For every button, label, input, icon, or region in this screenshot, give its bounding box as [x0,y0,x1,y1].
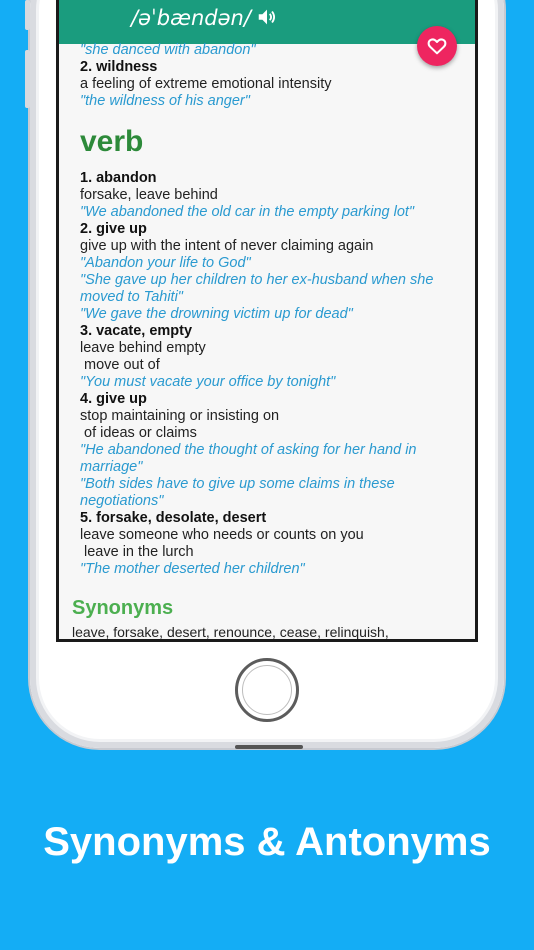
promo-caption: Synonyms & Antonyms [43,820,491,864]
sense-definition: a feeling of extreme emotional intensity [80,76,332,92]
sense-definition: stop maintaining or insisting on [80,408,280,424]
phone-bottom-edge [235,745,303,749]
sense-definition: give up with the intent of never claiming again [80,238,374,254]
favorite-button[interactable] [417,26,457,66]
synonyms-list[interactable]: leave, forsake, desert, renounce, cease, relinquish, [72,624,389,640]
sense-definition: forsake, leave behind [80,187,218,203]
app-screen [56,0,478,642]
example-text: "We abandoned the old car in the empty parking lot" [80,204,415,220]
phone-volume-button [25,0,30,30]
sense-title: 4. give up [80,391,147,407]
app-bar [59,0,475,44]
heart-outline-icon [426,35,448,57]
example-text: "Both sides have to give up some claims in these negotiations" [80,476,395,509]
example-text: "Abandon your life to God" [80,255,251,271]
sense-definition: move out of [84,357,160,373]
sense-title: 5. forsake, desolate, desert [80,510,267,526]
sense-definition: of ideas or claims [84,425,197,441]
example-text: "We gave the drowning victim up for dead" [80,306,353,322]
pronunciation-text: /əˈbændən/ [131,6,251,30]
example-text: "The mother deserted her children" [80,561,305,577]
sense-title: 3. vacate, empty [80,323,193,339]
definition-content [80,42,461,578]
synonyms-heading: Synonyms [72,597,174,619]
example-text: "He abandoned the thought of asking for her hand in marriage" [80,442,417,475]
home-button[interactable] [235,658,299,722]
example-text: "the wildness of his anger" [80,93,250,109]
sense-title: 2. wildness [80,59,158,75]
sense-definition: leave behind empty [80,340,206,356]
example-text: "You must vacate your office by tonight" [80,374,336,390]
sense-definition: leave someone who needs or counts on you [80,527,364,543]
example-text: "she danced with abandon" [80,42,256,58]
part-of-speech-heading: verb [80,125,144,158]
speaker-icon[interactable] [256,6,278,28]
sense-title: 2. give up [80,221,147,237]
phone-side-button [25,50,30,108]
sense-title: 1. abandon [80,170,157,186]
example-text: "She gave up her children to her ex-husband when she moved to Tahiti" [80,272,434,305]
sense-definition: leave in the lurch [84,544,194,560]
home-button-ring [242,665,292,715]
